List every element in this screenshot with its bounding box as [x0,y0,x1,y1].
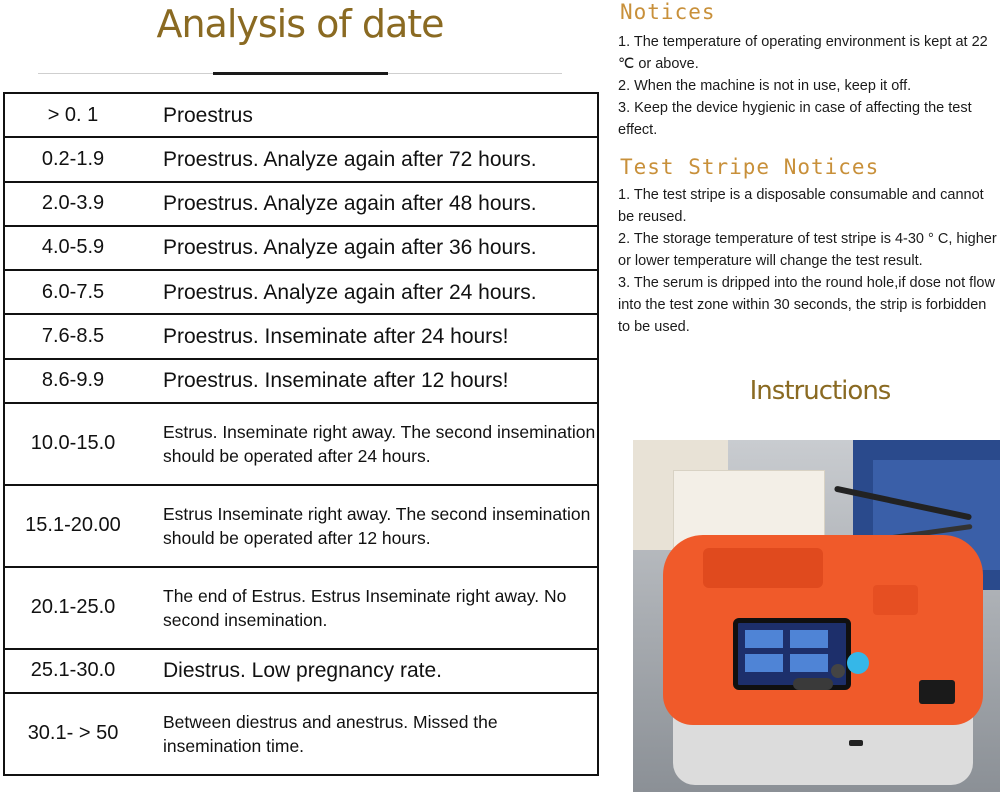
analysis-table [3,92,599,776]
table-row [4,137,598,181]
device-top-pad [873,585,918,615]
table-row [4,567,598,649]
range-cell: 6.0-7.5 [4,270,141,314]
range-cell: 30.1- > 50 [4,693,141,775]
stripe-notices-heading: Test Stripe Notices [620,155,880,179]
description-cell: Proestrus. Analyze again after 36 hours. [141,226,598,270]
range-cell: 4.0-5.9 [4,226,141,270]
description-cell: Between diestrus and anestrus. Missed the insemination time. [141,693,598,775]
table-row [4,270,598,314]
range-cell: > 0. 1 [4,93,141,137]
description-cell: Estrus. Inseminate right away. The second insemination should be operated after 24 hours. [141,403,598,485]
device-button [793,678,833,690]
range-cell: 10.0-15.0 [4,403,141,485]
table-row [4,314,598,358]
range-cell: 20.1-25.0 [4,567,141,649]
stripe-notice-item: 1. The test stripe is a disposable consumable and cannot be reused. [618,187,984,225]
description-cell: Proestrus. Analyze again after 48 hours. [141,182,598,226]
table-row [4,649,598,693]
description-cell: Proestrus. Analyze again after 72 hours. [141,137,598,181]
device-button [847,652,869,674]
table-row [4,485,598,567]
description-cell: Estrus Inseminate right away. The second insemination should be operated after 12 hours. [141,485,598,567]
notices-panel [600,0,1000,792]
notices-heading: Notices [620,0,716,24]
table-row [4,693,598,775]
table-row [4,226,598,270]
screen-tile [745,654,783,672]
table-row [4,182,598,226]
description-cell: Diestrus. Low pregnancy rate. [141,649,598,693]
notices-list [618,31,998,141]
range-cell: 25.1-30.0 [4,649,141,693]
description-cell: Proestrus. Analyze again after 24 hours. [141,270,598,314]
range-cell: 2.0-3.9 [4,182,141,226]
range-cell: 8.6-9.9 [4,359,141,403]
stripe-notice-item: 2. The storage temperature of test stripe is 4-30 ° C, higher or lower temperature will change the test result. [618,231,997,269]
usb-port [849,740,863,746]
stripe-notices-list [618,184,998,338]
table-row [4,403,598,485]
device-button [831,664,845,678]
table-row [4,93,598,137]
screen-tile [790,630,828,648]
range-cell: 0.2-1.9 [4,137,141,181]
stripe-notice-item: 3. The serum is dripped into the round hole,if dose not flow into the test zone within 30 seconds, the strip is forbidden to be used. [618,275,995,335]
title-underline [213,72,388,75]
description-cell: Proestrus. Inseminate after 24 hours! [141,314,598,358]
description-cell: Proestrus [141,93,598,137]
range-cell: 7.6-8.5 [4,314,141,358]
notice-item: 3. Keep the device hygienic in case of affecting the test effect. [618,100,972,138]
device-top-slot [703,548,823,588]
description-cell: The end of Estrus. Estrus Inseminate right away. No second insemination. [141,567,598,649]
page-title: Analysis of date [156,2,444,46]
card-slot [919,680,955,704]
instructions-heading: Instructions [749,376,891,406]
description-cell: Proestrus. Inseminate after 12 hours! [141,359,598,403]
range-cell: 15.1-20.00 [4,485,141,567]
notice-item: 1. The temperature of operating environment is kept at 22 ℃ or above. [618,34,988,72]
device-photo [633,440,1000,792]
screen-tile [790,654,828,672]
table-row [4,359,598,403]
notice-item: 2. When the machine is not in use, keep it off. [618,78,912,94]
screen-tile [745,630,783,648]
